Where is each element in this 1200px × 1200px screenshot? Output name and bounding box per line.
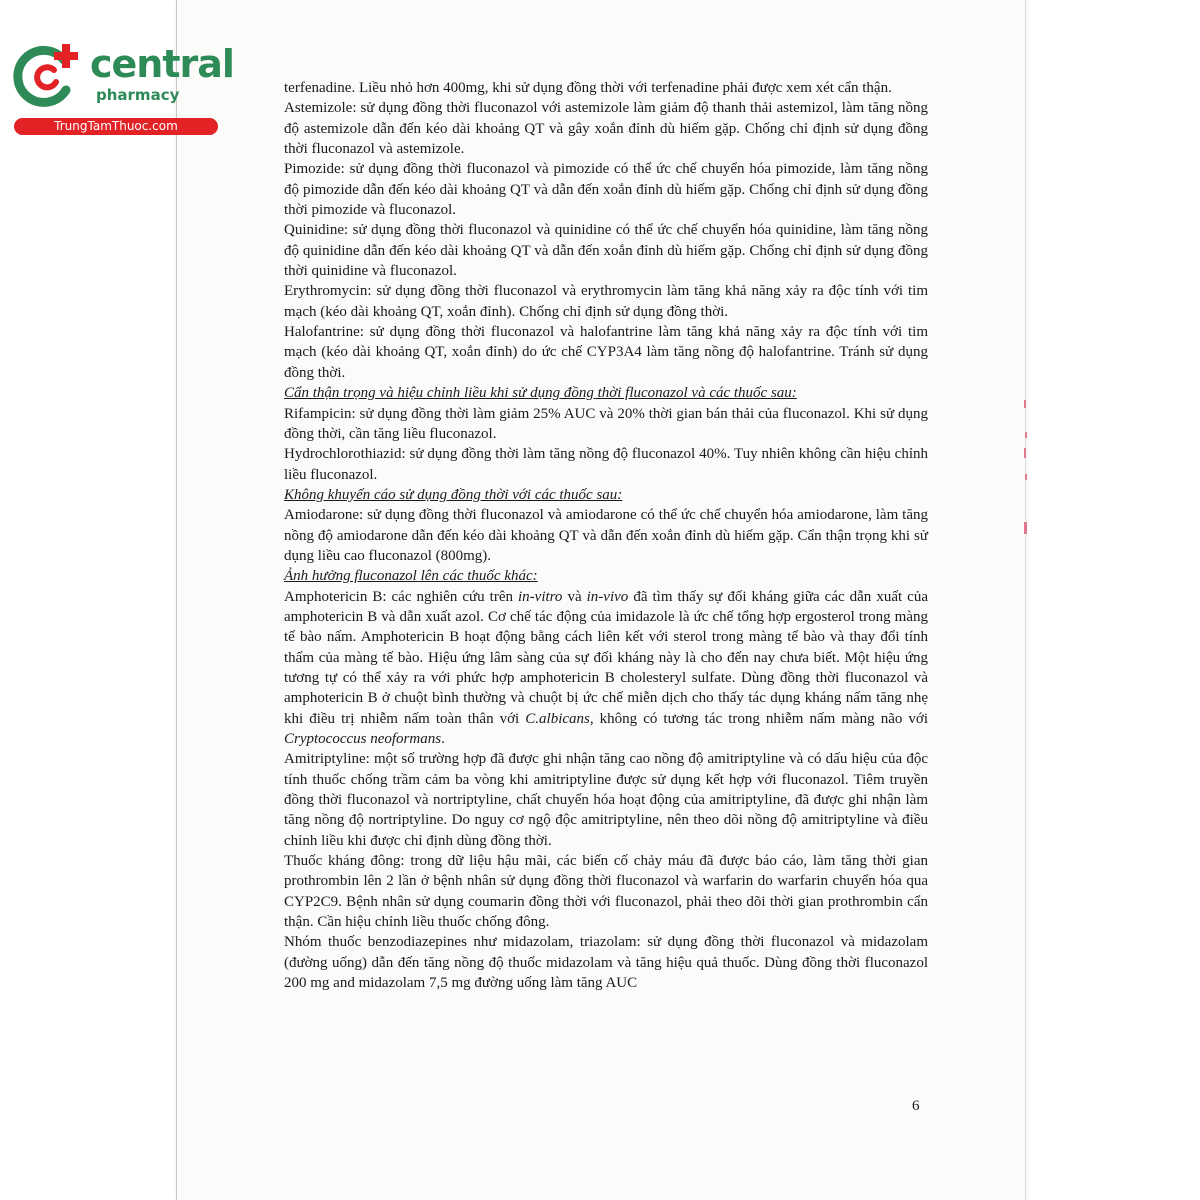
paragraph: terfenadine. Liều nhỏ hơn 400mg, khi sử dụng đồng thời với terfenadine phải được xem xét cẩn thận. bbox=[284, 80, 892, 96]
paragraph: Astemizole: sử dụng đồng thời fluconazol với astemizole làm giảm độ thanh thải astemizol, làm tăng nồng độ astemizole dẫn đến kéo dài khoảng QT và gây xoắn đỉnh dù hiếm gặp. Chống chỉ định sử dụng đồng thời fluconazol và astemizole. bbox=[284, 100, 928, 158]
paragraph: Rifampicin: sử dụng đồng thời làm giảm 25% AUC và 20% thời gian bán thải của fluconazol. Khi sử dụng đồng thời, cần tăng liều fluconazol. bbox=[284, 405, 928, 442]
paragraph: Quinidine: sử dụng đồng thời fluconazol và quinidine có thể ức chế chuyển hóa quinidine, làm tăng nồng độ quinidine dẫn đến kéo dài khoảng QT và dẫn đến xoắn đỉnh dù hiếm gặp. Chống chỉ định sử dụng đồng thời quinidine và fluconazol. bbox=[284, 222, 928, 280]
edge-stamp-marks bbox=[1016, 396, 1030, 556]
paragraph: Amitriptyline: một số trường hợp đã được ghi nhận tăng cao nồng độ amitriptyline và có dấu hiệu của độc tính thuốc chống trầm cảm ba vòng khi amitriptyline được sử dụng kết hợp với fluconazol. Tiêm truyền đồng thời fluconazol và nortriptyline, chất chuyển hóa hoạt động của amitriptyline, đã được ghi nhận làm tăng nồng độ nortriptyline. Do nguy cơ ngộ độc amitriptyline, nên theo dõi nồng độ amitriptyline và điều chỉnh liều khi được chỉ định dùng đồng thời. bbox=[284, 751, 928, 849]
logo-subtitle: pharmacy bbox=[96, 86, 180, 104]
document-body bbox=[284, 78, 928, 993]
paragraph: Hydrochlorothiazid: sử dụng đồng thời làm tăng nồng độ fluconazol 40%. Tuy nhiên không cần hiệu chỉnh liều fluconazol. bbox=[284, 446, 928, 483]
central-pharmacy-logo[interactable] bbox=[10, 36, 234, 136]
paragraph: Nhóm thuốc benzodiazepines như midazolam, triazolam: sử dụng đồng thời fluconazol và midazolam (đường uống) dẫn đến tăng nồng độ thuốc midazolam và tăng hiệu quả thuốc. Dùng đồng thời fluconazol 200 mg and midazolam 7,5 mg đường uống làm tăng AUC bbox=[284, 934, 928, 992]
pharmacy-cross-icon bbox=[10, 36, 90, 116]
paragraph: Amiodarone: sử dụng đồng thời fluconazol và amiodarone có thể ức chế chuyển hóa amiodarone, làm tăng nồng độ amiodarone dẫn đến kéo dài khoảng QT và dẫn đến xoắn đỉnh dù hiếm gặp. Cẩn thận trọng khi sử dụng liều cao fluconazol (800mg). bbox=[284, 507, 928, 564]
paragraph: Halofantrine: sử dụng đồng thời fluconazol và halofantrine làm tăng khả năng xảy ra độc tính với tim mạch (kéo dài khoảng QT, xoắn đỉnh) do ức chế CYP3A4 làm tăng nồng độ halofantrine. Tránh sử dụng đồng thời. bbox=[284, 324, 928, 381]
section-heading: Không khuyến cáo sử dụng đồng thời với các thuốc sau: bbox=[284, 486, 623, 503]
section-heading: Cẩn thận trọng và hiệu chỉnh liều khi sử dụng đồng thời fluconazol và các thuốc sau: bbox=[284, 385, 797, 402]
logo-website-badge: TrungTamThuoc.com bbox=[14, 118, 218, 135]
paragraph: Pimozide: sử dụng đồng thời fluconazol và pimozide có thể ức chế chuyển hóa pimozide, làm tăng nồng độ pimozide dẫn đến kéo dài khoảng QT và dẫn đến xoắn đỉnh dù hiếm gặp. Chống chỉ định sử dụng đồng thời pimozide và fluconazol. bbox=[284, 161, 928, 219]
paragraph: Erythromycin: sử dụng đồng thời fluconazol và erythromycin làm tăng khả năng xảy ra độc tính với tim mạch (kéo dài khoảng QT, xoắn đỉnh). Chống chỉ định sử dụng đồng thời. bbox=[284, 283, 928, 320]
page-number: 6 bbox=[912, 1098, 920, 1114]
paragraph: Amphotericin B: các nghiên cứu trên in-vitro và in-vivo đã tìm thấy sự đối kháng giữa các dẫn xuất của amphotericin B và dẫn xuất azol. Cơ chế tác động của imidazole là ức chế tổng hợp ergosterol trong màng tế bào nấm. Amphotericin B hoạt động bằng cách liên kết với sterol trong màng tế bào và thay đổi tính thấm của màng tế bào. Hiệu ứng lâm sàng của sự đối kháng này là cho đến nay chưa biết. Một hiệu ứng tương tự có thể xảy ra với phức hợp amphotericin B cholesteryl sulfate. Dùng đồng thời fluconazol và amphotericin B ở chuột bình thường và chuột bị ức chế miễn dịch cho thấy tác dụng kháng nấm tăng nhẹ khi điều trị nhiễm nấm toàn thân với C.albicans, không có tương tác trong nhiễm nấm màng não với Cryptococcus neoformans. bbox=[284, 588, 929, 747]
logo-wordmark: central bbox=[90, 42, 234, 86]
section-heading: Ảnh hưởng fluconazol lên các thuốc khác: bbox=[284, 568, 538, 585]
paragraph: Thuốc kháng đông: trong dữ liệu hậu mãi, các biến cố chảy máu đã được báo cáo, làm tăng thời gian prothrombin lên 2 lần ở bệnh nhân sử dụng đồng thời fluconazol và warfarin do warfarin chuyển hóa qua CYP2C9. Bệnh nhân sử dụng coumarin đồng thời với fluconazol, phải theo dõi thời gian prothrombin cẩn thận. Cần hiệu chỉnh liều thuốc chống đông. bbox=[284, 853, 928, 931]
